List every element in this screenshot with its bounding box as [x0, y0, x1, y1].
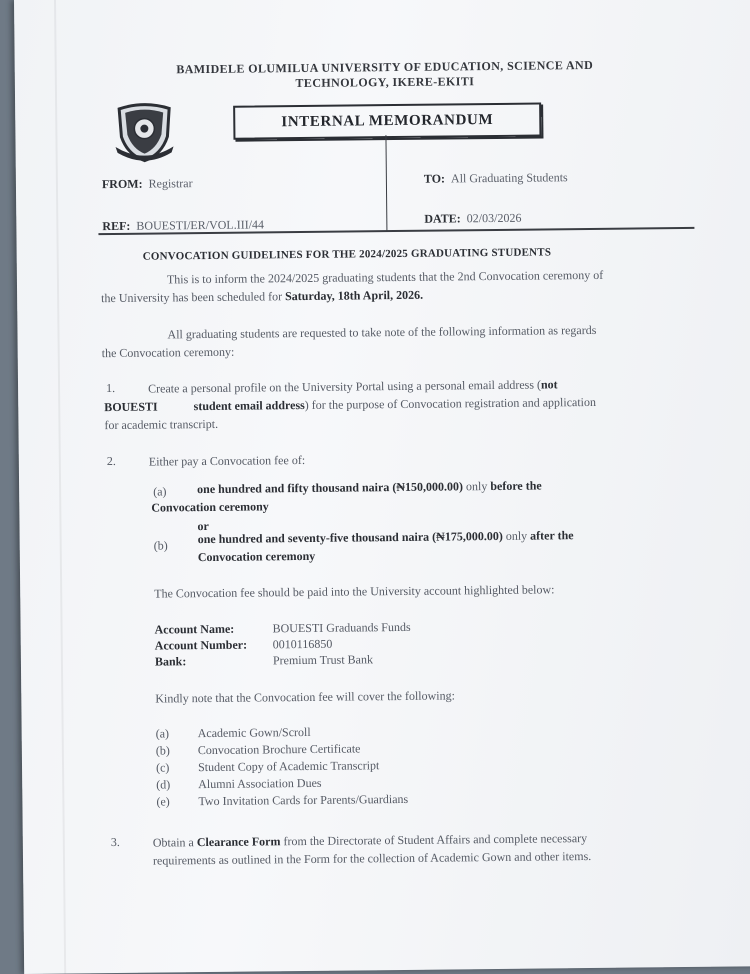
- date-value: 02/03/2026: [466, 210, 522, 226]
- fee-note: The Convocation fee should be paid into the University account highlighted below:: [154, 582, 555, 601]
- cover-note: Kindly note that the Convocation fee will cover the following:: [155, 688, 455, 706]
- option-a-amount: one hundred and fifty thousand naira (₦150,000.00): [197, 479, 464, 497]
- item-3-line-1: [153, 830, 587, 851]
- clearance-form: Clearance Form: [196, 834, 281, 850]
- item-3-line-2: requirements as outlined in the Form for the collection of Academic Gown and other items.: [152, 849, 592, 868]
- cover-item-label: (b): [155, 743, 170, 758]
- bank-value: Premium Trust Bank: [272, 652, 374, 668]
- option-a-timing: before the: [490, 478, 542, 494]
- option-b-label: (b): [153, 538, 168, 553]
- item-1-bouesti: BOUESTI: [104, 399, 158, 415]
- item-1-not: not: [540, 377, 558, 392]
- from-value: Registrar: [148, 176, 193, 191]
- cover-item-label: (a): [155, 726, 170, 741]
- memo-heading: CONVOCATION GUIDELINES FOR THE 2024/2025 GRADUATING STUDENTS: [142, 246, 552, 263]
- cover-item: [156, 758, 408, 778]
- cover-item-label: (c): [155, 760, 170, 775]
- item-3-line-1-text-c: from the Directorate of Student Affairs and complete necessary: [280, 831, 588, 849]
- item-1-student-email: student email address: [193, 397, 305, 414]
- option-b-line-2: Convocation ceremony: [197, 548, 316, 565]
- memo-paper: [14, 0, 750, 974]
- item-1-line-1-text: Create a personal profile on the University Portal using a personal email address (: [148, 377, 542, 396]
- intro-line-1: This is to inform the 2024/2025 graduating students that the 2nd Convocation ceremony of: [166, 267, 604, 287]
- date-label: DATE:: [424, 211, 461, 226]
- university-name-line2: TECHNOLOGY, IKERE-EKITI: [295, 74, 475, 91]
- from-label: FROM:: [101, 176, 143, 192]
- to-value: All Graduating Students: [450, 170, 568, 186]
- item-2-intro: Either pay a Convocation fee of:: [148, 452, 306, 469]
- cover-item: [156, 792, 408, 812]
- option-b-amount: one hundred and seventy-five thousand naira (₦175,000.00): [197, 528, 503, 547]
- option-a-line-2: Convocation ceremony: [151, 499, 269, 515]
- to-field: [424, 170, 568, 187]
- option-a-label: (a): [153, 484, 167, 499]
- option-a-only: only: [462, 479, 491, 494]
- option-b-line-1: [198, 527, 574, 547]
- item-1-line-2: [104, 394, 596, 415]
- covers-list: [156, 724, 409, 812]
- cover-item-text: Academic Gown/Scroll: [197, 724, 311, 741]
- ref-value: BOUESTI/ER/VOL.III/44: [136, 217, 265, 233]
- item-1-line-2-text: ) for the purpose of Convocation registration and application: [304, 394, 597, 412]
- account-details: [155, 620, 411, 671]
- cover-item-label: (d): [156, 777, 171, 792]
- cover-item-label: (e): [156, 794, 170, 809]
- bank-label: Bank:: [154, 654, 187, 669]
- cover-item-text: Two Invitation Cards for Parents/Guardians: [198, 791, 409, 809]
- account-name-label: Account Name:: [154, 621, 235, 637]
- note-line-1: All graduating students are requested to take note of the following information as regards: [167, 322, 597, 342]
- to-label: TO:: [423, 171, 446, 186]
- header-divider-vertical: [385, 135, 387, 231]
- item-3-number: 3.: [110, 834, 120, 850]
- intro-line-2: [101, 287, 423, 306]
- from-field: [102, 176, 193, 192]
- option-b-only: only: [502, 528, 531, 543]
- item-3-line-1-text-a: Obtain a: [152, 835, 197, 850]
- cover-item-text: Student Copy of Academic Transcript: [197, 758, 380, 775]
- item-1-line-3: for academic transcript.: [104, 416, 219, 433]
- university-crest-icon: [111, 102, 178, 165]
- university-name-line1: BAMIDELE OLUMILUA UNIVERSITY OF EDUCATION, SCIENCE AND: [176, 57, 594, 77]
- or-text: or: [197, 518, 209, 534]
- account-number-label: Account Number:: [154, 637, 248, 653]
- convocation-date: Saturday, 18th April, 2026.: [284, 287, 424, 304]
- ref-label: REF:: [102, 218, 131, 234]
- account-name-row: [155, 620, 411, 639]
- account-name-value: BOUESTI Graduands Funds: [272, 619, 411, 636]
- note-line-2: the Convocation ceremony:: [101, 344, 235, 361]
- option-b-timing: after the: [530, 528, 574, 543]
- university-name: [125, 57, 645, 92]
- account-number-value: 0010116850: [272, 636, 333, 652]
- cover-item-text: Convocation Brochure Certificate: [197, 741, 361, 758]
- item-2-number: 2.: [106, 453, 116, 469]
- intro-line-2-text: the University has been scheduled for: [101, 289, 286, 306]
- option-a-line-1: [197, 478, 542, 498]
- memo-title: INTERNAL MEMORANDUM: [281, 111, 494, 131]
- item-1-line-1: [148, 376, 558, 396]
- memo-title-box: [233, 102, 541, 139]
- paper-fold: [54, 0, 66, 974]
- item-1-number: 1.: [105, 380, 116, 396]
- date-field: [424, 211, 521, 227]
- bank-row: [155, 652, 411, 671]
- cover-item-text: Alumni Association Dues: [198, 775, 322, 792]
